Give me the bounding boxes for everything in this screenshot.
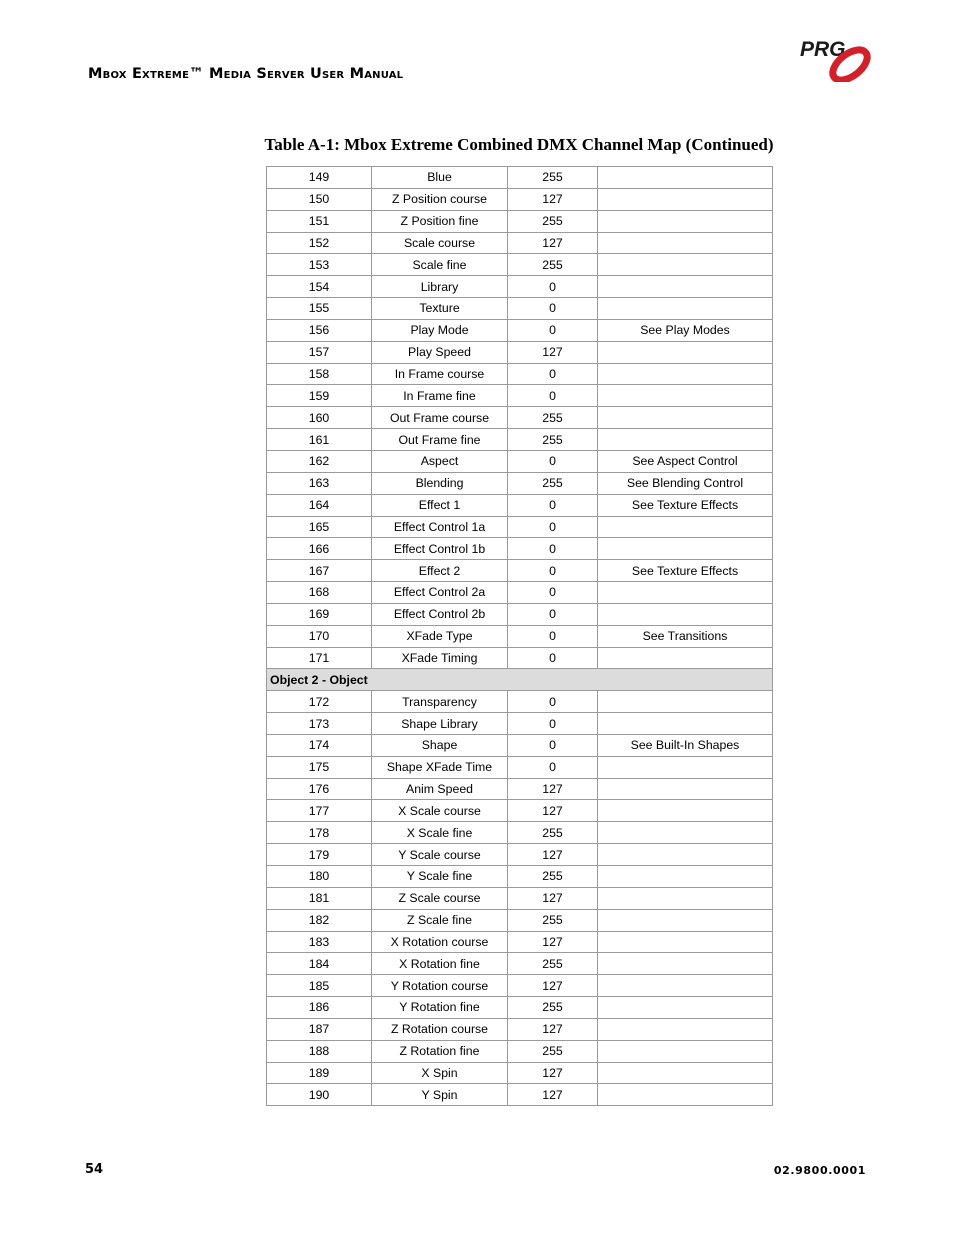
default-cell: 0 <box>508 647 598 669</box>
parameter-cell: Play Mode <box>372 319 508 341</box>
default-cell: 255 <box>508 1040 598 1062</box>
default-cell: 0 <box>508 691 598 713</box>
default-cell: 0 <box>508 625 598 647</box>
notes-cell <box>598 341 773 363</box>
parameter-cell: Y Spin <box>372 1084 508 1106</box>
channel-cell: 160 <box>267 407 372 429</box>
default-cell: 127 <box>508 188 598 210</box>
default-cell: 127 <box>508 1062 598 1084</box>
table-body-object-1 <box>267 167 773 669</box>
default-cell: 0 <box>508 494 598 516</box>
notes-cell <box>598 800 773 822</box>
channel-cell: 186 <box>267 997 372 1019</box>
parameter-cell: Z Scale course <box>372 887 508 909</box>
parameter-cell: Blue <box>372 167 508 189</box>
default-cell: 127 <box>508 975 598 997</box>
table-row <box>267 429 773 451</box>
table-row <box>267 1040 773 1062</box>
notes-cell <box>598 298 773 320</box>
notes-cell <box>598 866 773 888</box>
table-row <box>267 1084 773 1106</box>
default-cell: 127 <box>508 887 598 909</box>
notes-cell <box>598 647 773 669</box>
notes-cell <box>598 997 773 1019</box>
table-row <box>267 1062 773 1084</box>
notes-cell: See Play Modes <box>598 319 773 341</box>
parameter-cell: Texture <box>372 298 508 320</box>
notes-cell: See Transitions <box>598 625 773 647</box>
notes-cell <box>598 756 773 778</box>
notes-cell <box>598 254 773 276</box>
parameter-cell: Z Rotation course <box>372 1018 508 1040</box>
default-cell: 0 <box>508 582 598 604</box>
notes-cell <box>598 953 773 975</box>
default-cell: 0 <box>508 516 598 538</box>
table-row <box>267 822 773 844</box>
notes-cell <box>598 276 773 298</box>
channel-cell: 173 <box>267 713 372 735</box>
notes-cell <box>598 1040 773 1062</box>
channel-cell: 152 <box>267 232 372 254</box>
parameter-cell: X Scale fine <box>372 822 508 844</box>
channel-cell: 187 <box>267 1018 372 1040</box>
parameter-cell: Play Speed <box>372 341 508 363</box>
channel-cell: 149 <box>267 167 372 189</box>
parameter-cell: Z Scale fine <box>372 909 508 931</box>
channel-cell: 161 <box>267 429 372 451</box>
parameter-cell: Library <box>372 276 508 298</box>
parameter-cell: X Spin <box>372 1062 508 1084</box>
table-row <box>267 953 773 975</box>
channel-cell: 175 <box>267 756 372 778</box>
default-cell: 0 <box>508 450 598 472</box>
notes-cell <box>598 188 773 210</box>
notes-cell: See Texture Effects <box>598 494 773 516</box>
notes-cell <box>598 516 773 538</box>
default-cell: 0 <box>508 734 598 756</box>
document-number: 02.9800.0001 <box>773 1164 866 1177</box>
channel-cell: 156 <box>267 319 372 341</box>
table-row <box>267 298 773 320</box>
table-row <box>267 909 773 931</box>
logo-text: PRG <box>800 38 846 61</box>
parameter-cell: Blending <box>372 472 508 494</box>
parameter-cell: Effect 2 <box>372 560 508 582</box>
table-row <box>267 232 773 254</box>
default-cell: 0 <box>508 756 598 778</box>
default-cell: 0 <box>508 385 598 407</box>
channel-cell: 150 <box>267 188 372 210</box>
table-row <box>267 472 773 494</box>
table-row <box>267 341 773 363</box>
table-row <box>267 997 773 1019</box>
parameter-cell: XFade Timing <box>372 647 508 669</box>
default-cell: 255 <box>508 472 598 494</box>
table-row <box>267 778 773 800</box>
default-cell: 255 <box>508 909 598 931</box>
running-header-title: Mbox Extreme™ Media Server User Manual <box>88 66 404 82</box>
default-cell: 0 <box>508 603 598 625</box>
table-row <box>267 516 773 538</box>
notes-cell <box>598 887 773 909</box>
parameter-cell: Effect 1 <box>372 494 508 516</box>
table-row <box>267 756 773 778</box>
parameter-cell: Scale course <box>372 232 508 254</box>
notes-cell <box>598 909 773 931</box>
default-cell: 0 <box>508 363 598 385</box>
channel-cell: 170 <box>267 625 372 647</box>
table-row <box>267 975 773 997</box>
notes-cell <box>598 363 773 385</box>
notes-cell <box>598 931 773 953</box>
parameter-cell: Aspect <box>372 450 508 472</box>
channel-cell: 180 <box>267 866 372 888</box>
table-row <box>267 931 773 953</box>
parameter-cell: Shape Library <box>372 713 508 735</box>
parameter-cell: Shape XFade Time <box>372 756 508 778</box>
parameter-cell: X Rotation fine <box>372 953 508 975</box>
channel-cell: 164 <box>267 494 372 516</box>
parameter-cell: Z Rotation fine <box>372 1040 508 1062</box>
table-row <box>267 167 773 189</box>
notes-cell <box>598 844 773 866</box>
section-row <box>267 669 773 691</box>
default-cell: 127 <box>508 800 598 822</box>
channel-cell: 165 <box>267 516 372 538</box>
default-cell: 255 <box>508 167 598 189</box>
default-cell: 127 <box>508 1018 598 1040</box>
table-row <box>267 560 773 582</box>
notes-cell <box>598 603 773 625</box>
default-cell: 127 <box>508 1084 598 1106</box>
channel-cell: 183 <box>267 931 372 953</box>
default-cell: 127 <box>508 844 598 866</box>
parameter-cell: Y Scale course <box>372 844 508 866</box>
table-row <box>267 385 773 407</box>
notes-cell <box>598 167 773 189</box>
channel-cell: 151 <box>267 210 372 232</box>
table-row <box>267 538 773 560</box>
table-caption: Table A-1: Mbox Extreme Combined DMX Channel Map (Continued) <box>264 135 774 154</box>
notes-cell <box>598 822 773 844</box>
table-row <box>267 844 773 866</box>
table-body-section <box>267 669 773 691</box>
channel-cell: 178 <box>267 822 372 844</box>
channel-cell: 171 <box>267 647 372 669</box>
channel-cell: 188 <box>267 1040 372 1062</box>
table-row <box>267 647 773 669</box>
default-cell: 255 <box>508 407 598 429</box>
channel-cell: 184 <box>267 953 372 975</box>
channel-cell: 189 <box>267 1062 372 1084</box>
default-cell: 255 <box>508 953 598 975</box>
parameter-cell: Z Position course <box>372 188 508 210</box>
table-row <box>267 407 773 429</box>
table-row <box>267 691 773 713</box>
default-cell: 255 <box>508 866 598 888</box>
notes-cell <box>598 385 773 407</box>
table-row <box>267 494 773 516</box>
parameter-cell: Out Frame course <box>372 407 508 429</box>
channel-cell: 157 <box>267 341 372 363</box>
notes-cell: See Texture Effects <box>598 560 773 582</box>
table-row <box>267 188 773 210</box>
table-body-object-2 <box>267 691 773 1106</box>
channel-cell: 190 <box>267 1084 372 1106</box>
notes-cell <box>598 429 773 451</box>
dmx-channel-table <box>266 166 773 1106</box>
table-row <box>267 319 773 341</box>
channel-cell: 158 <box>267 363 372 385</box>
default-cell: 255 <box>508 997 598 1019</box>
channel-cell: 167 <box>267 560 372 582</box>
section-label: Object 2 - Object <box>267 669 773 691</box>
parameter-cell: Effect Control 2a <box>372 582 508 604</box>
parameter-cell: Y Scale fine <box>372 866 508 888</box>
default-cell: 127 <box>508 778 598 800</box>
table-row <box>267 603 773 625</box>
default-cell: 0 <box>508 538 598 560</box>
notes-cell <box>598 232 773 254</box>
channel-cell: 168 <box>267 582 372 604</box>
table-row <box>267 582 773 604</box>
parameter-cell: Transparency <box>372 691 508 713</box>
notes-cell <box>598 691 773 713</box>
default-cell: 0 <box>508 319 598 341</box>
table-row <box>267 210 773 232</box>
default-cell: 127 <box>508 232 598 254</box>
channel-cell: 185 <box>267 975 372 997</box>
channel-cell: 153 <box>267 254 372 276</box>
channel-cell: 162 <box>267 450 372 472</box>
parameter-cell: Anim Speed <box>372 778 508 800</box>
notes-cell <box>598 778 773 800</box>
notes-cell <box>598 582 773 604</box>
default-cell: 0 <box>508 276 598 298</box>
default-cell: 255 <box>508 429 598 451</box>
channel-cell: 155 <box>267 298 372 320</box>
default-cell: 255 <box>508 822 598 844</box>
default-cell: 255 <box>508 254 598 276</box>
table-row <box>267 625 773 647</box>
default-cell: 127 <box>508 341 598 363</box>
default-cell: 0 <box>508 298 598 320</box>
table-row <box>267 254 773 276</box>
channel-cell: 181 <box>267 887 372 909</box>
parameter-cell: Shape <box>372 734 508 756</box>
parameter-cell: Y Rotation course <box>372 975 508 997</box>
table-row <box>267 1018 773 1040</box>
notes-cell: See Aspect Control <box>598 450 773 472</box>
parameter-cell: In Frame fine <box>372 385 508 407</box>
table-row <box>267 887 773 909</box>
default-cell: 0 <box>508 560 598 582</box>
notes-cell <box>598 407 773 429</box>
parameter-cell: Effect Control 1b <box>372 538 508 560</box>
table-row <box>267 276 773 298</box>
parameter-cell: Y Rotation fine <box>372 997 508 1019</box>
table-row <box>267 450 773 472</box>
default-cell: 255 <box>508 210 598 232</box>
parameter-cell: Effect Control 1a <box>372 516 508 538</box>
channel-cell: 154 <box>267 276 372 298</box>
notes-cell: See Built-In Shapes <box>598 734 773 756</box>
channel-cell: 163 <box>267 472 372 494</box>
table-row <box>267 866 773 888</box>
notes-cell <box>598 713 773 735</box>
parameter-cell: XFade Type <box>372 625 508 647</box>
parameter-cell: Effect Control 2b <box>372 603 508 625</box>
notes-cell <box>598 1062 773 1084</box>
notes-cell <box>598 1018 773 1040</box>
page-number: 54 <box>85 1162 104 1177</box>
channel-cell: 174 <box>267 734 372 756</box>
parameter-cell: X Scale course <box>372 800 508 822</box>
channel-cell: 179 <box>267 844 372 866</box>
parameter-cell: Out Frame fine <box>372 429 508 451</box>
notes-cell <box>598 538 773 560</box>
channel-cell: 177 <box>267 800 372 822</box>
default-cell: 127 <box>508 931 598 953</box>
notes-cell: See Blending Control <box>598 472 773 494</box>
parameter-cell: Z Position fine <box>372 210 508 232</box>
channel-cell: 172 <box>267 691 372 713</box>
table-row <box>267 713 773 735</box>
table-row <box>267 800 773 822</box>
channel-cell: 176 <box>267 778 372 800</box>
parameter-cell: Scale fine <box>372 254 508 276</box>
notes-cell <box>598 210 773 232</box>
prg-logo <box>798 36 874 82</box>
channel-cell: 182 <box>267 909 372 931</box>
channel-cell: 159 <box>267 385 372 407</box>
notes-cell <box>598 975 773 997</box>
default-cell: 0 <box>508 713 598 735</box>
parameter-cell: In Frame course <box>372 363 508 385</box>
channel-cell: 166 <box>267 538 372 560</box>
table-row <box>267 734 773 756</box>
parameter-cell: X Rotation course <box>372 931 508 953</box>
notes-cell <box>598 1084 773 1106</box>
table-row <box>267 363 773 385</box>
channel-cell: 169 <box>267 603 372 625</box>
